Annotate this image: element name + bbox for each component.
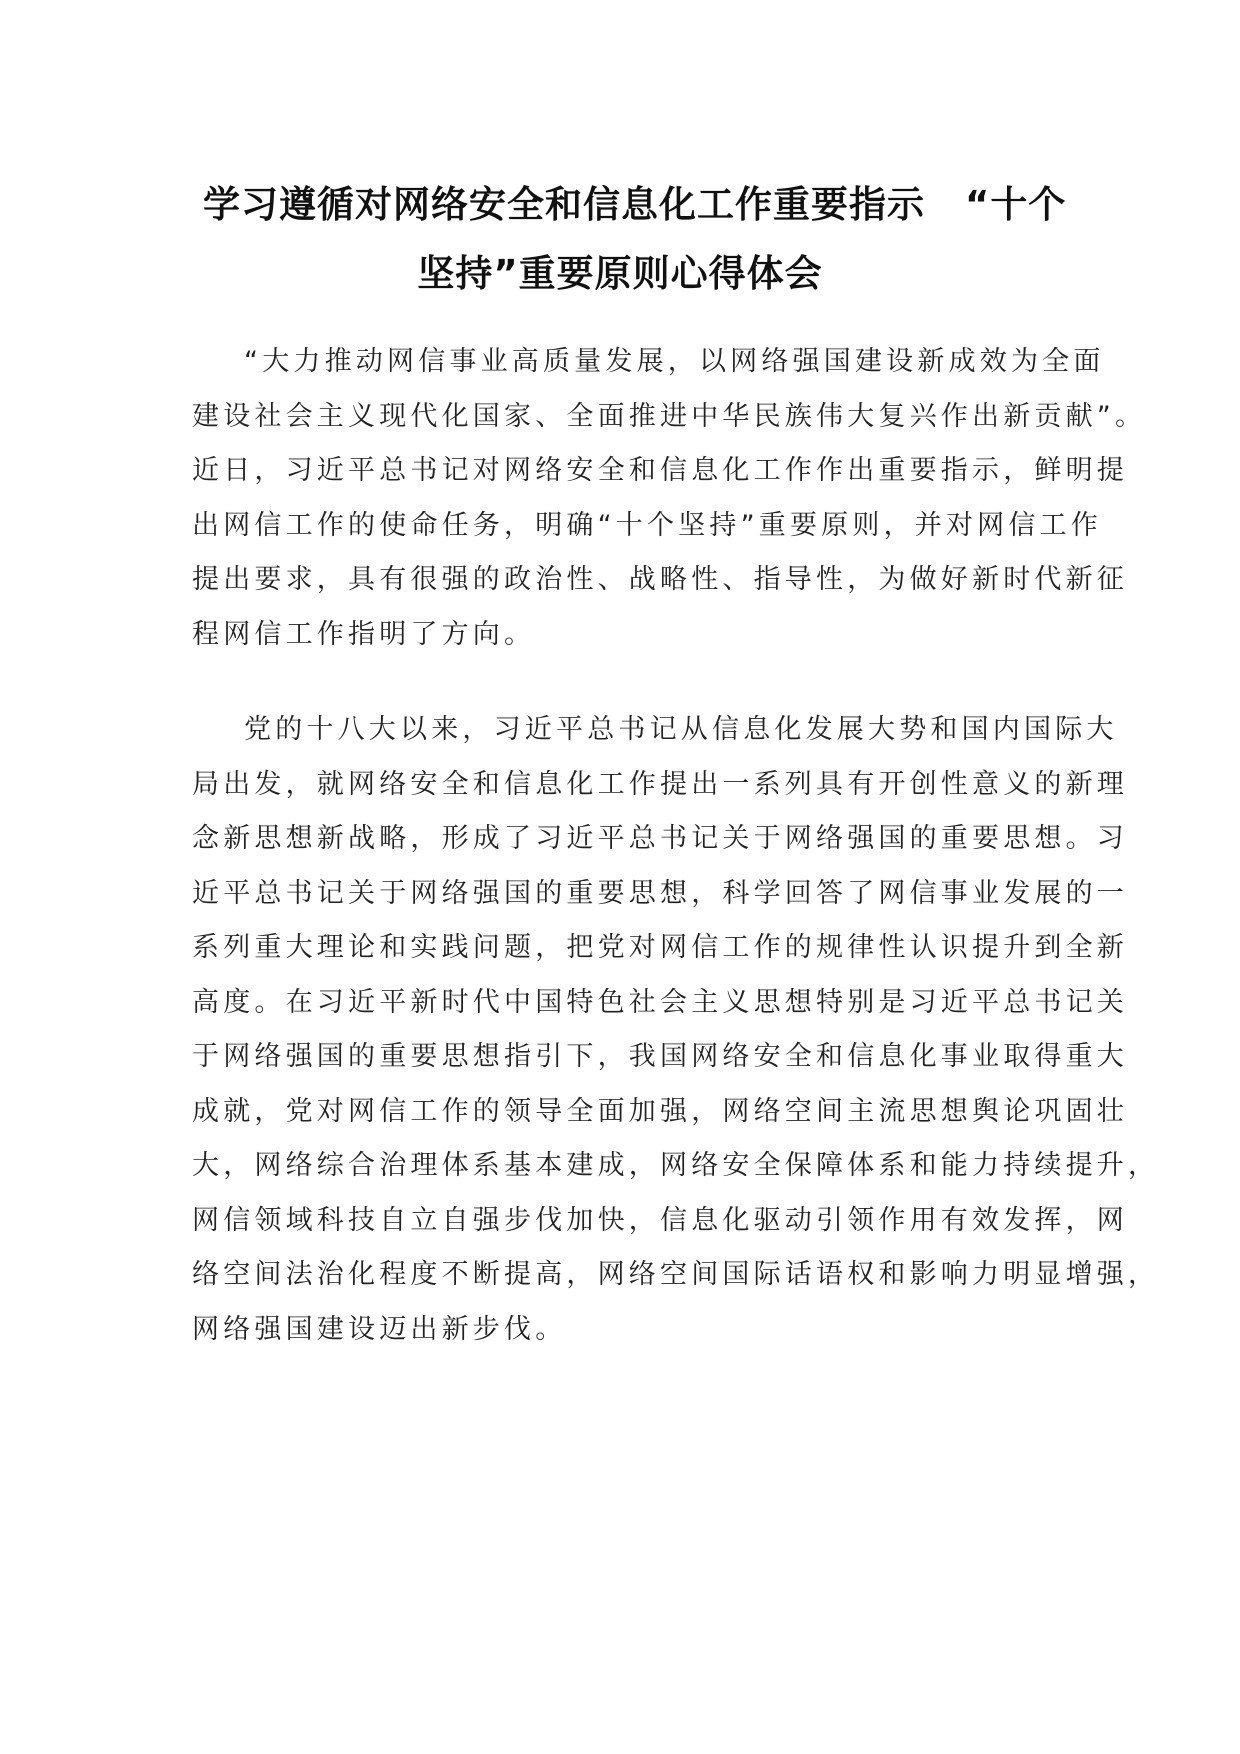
paragraph-line: 系列重大理论和实践问题，把党对网信工作的规律性认识提升到全新	[192, 932, 1128, 963]
paragraph-line: 成就，党对网信工作的领导全面加强，网络空间主流思想舆论巩固壮	[192, 1095, 1128, 1127]
paragraph-line: 高度。在习近平新时代中国特色社会主义思想特别是习近平总书记关	[192, 986, 1128, 1018]
paragraph-line: “大力推动网信事业高质量发展，以网络强国建设新成效为全面	[244, 346, 1105, 377]
paragraph-line: 局出发，就网络安全和信息化工作提出一系列具有开创性意义的新理	[192, 768, 1128, 800]
paragraph-line: 党的十八大以来，习近平总书记从信息化发展大势和国内国际大	[244, 714, 1118, 745]
paragraph-2	[192, 703, 1160, 1357]
document-title	[150, 170, 1090, 308]
title-line-1-main: 学习遵循对网络安全和信息化工作重要指示	[203, 183, 925, 226]
paragraph-line: 提出要求，具有很强的政治性、战略性、指导性，为做好新时代新征	[192, 564, 1128, 595]
paragraph-line: 大，网络综合治理体系基本建成，网络安全保障体系和能力持续提升，	[192, 1150, 1160, 1181]
paragraph-line: 程网信工作指明了方向。	[192, 618, 536, 650]
paragraph-line: 近平总书记关于网络强国的重要思想，科学回答了网信事业发展的一	[192, 877, 1128, 909]
title-line-2: 坚持”重要原则心得体会	[417, 252, 823, 295]
paragraph-line: 网络强国建设迈出新步伐。	[192, 1313, 567, 1345]
paragraph-line: 网信领域科技自立自强步伐加快，信息化驱动引领作用有效发挥，网	[192, 1204, 1128, 1236]
paragraph-line: 于网络强国的重要思想指引下，我国网络安全和信息化事业取得重大	[192, 1041, 1128, 1072]
paragraph-line: 出网信工作的使命任务，明确“十个坚持”重要原则，并对网信工作	[192, 509, 1102, 541]
paragraph-line: 建设社会主义现代化国家、全面推进中华民族伟大复兴作出新贡献”。	[192, 400, 1147, 432]
title-line-1-quote: “十个	[965, 183, 1067, 226]
paragraph-line: 络空间法治化程度不断提高，网络空间国际话语权和影响力明显增强，	[192, 1259, 1160, 1290]
paragraph-1	[192, 335, 1147, 662]
paragraph-line: 念新思想新战略，形成了习近平总书记关于网络强国的重要思想。习	[192, 823, 1128, 854]
title-line-1	[150, 170, 1090, 239]
paragraph-line: 近日，习近平总书记对网络安全和信息化工作作出重要指示，鲜明提	[192, 455, 1128, 486]
